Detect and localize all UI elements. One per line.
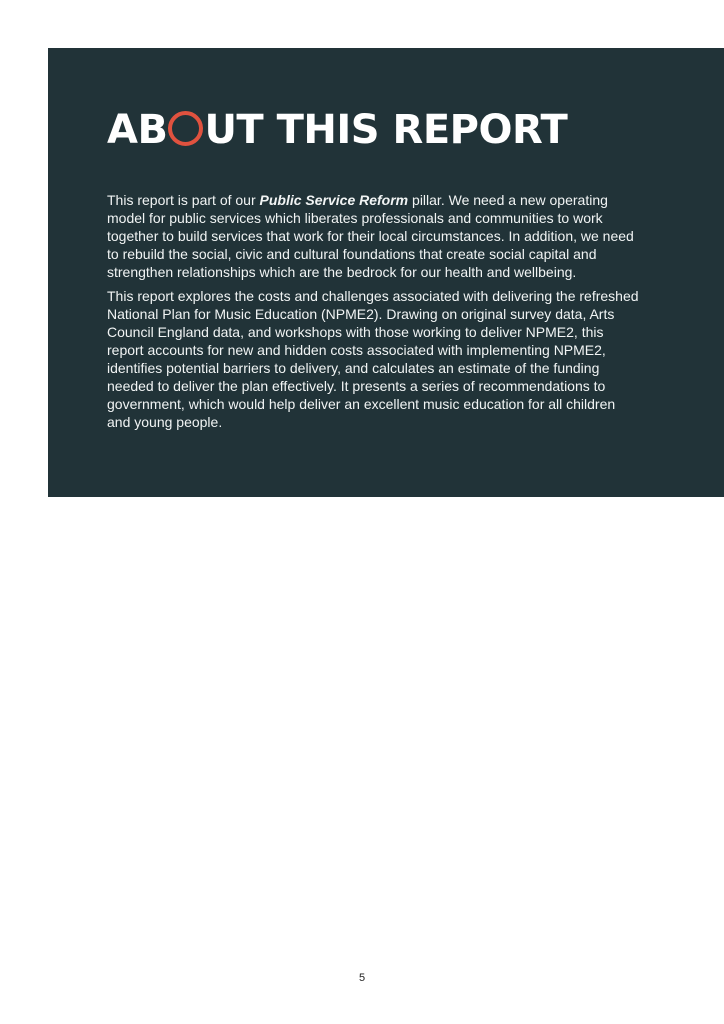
about-panel	[48, 48, 724, 497]
summary-paragraph: This report explores the costs and challenges associated with delivering the refreshed National Plan for Music Education (NPME2). Drawing on original survey data, Arts Council England data, and workshops with those working to deliver NPME2, this report accounts for new and hidden costs associated with implementing NPME2, identifies potential barriers to delivery, and calculates an estimate of the funding needed to deliver the plan effectively. It presents a series of recommendations to government, which would help deliver an excellent music education for all children and young people.	[107, 288, 639, 430]
page-number: 5	[358, 972, 366, 984]
intro-paragraph	[107, 191, 642, 281]
page-title	[107, 106, 567, 154]
intro-text-start: This report is part of our	[107, 192, 260, 208]
pillar-name: Public Service Reform	[259, 192, 409, 208]
ring-o-icon	[168, 111, 203, 146]
title-end: UT THIS REPORT	[204, 107, 568, 153]
intro-text-end: pillar. We need a new operating model for public services which liberates professionals and communities to work together to build services that work for their local circumstances. In addition, we need to rebuild the social, civic and cultural foundations that create social capital and strengthen relationships which are the bedrock for our health and wellbeing.	[107, 192, 634, 280]
title-start: AB	[107, 107, 168, 153]
